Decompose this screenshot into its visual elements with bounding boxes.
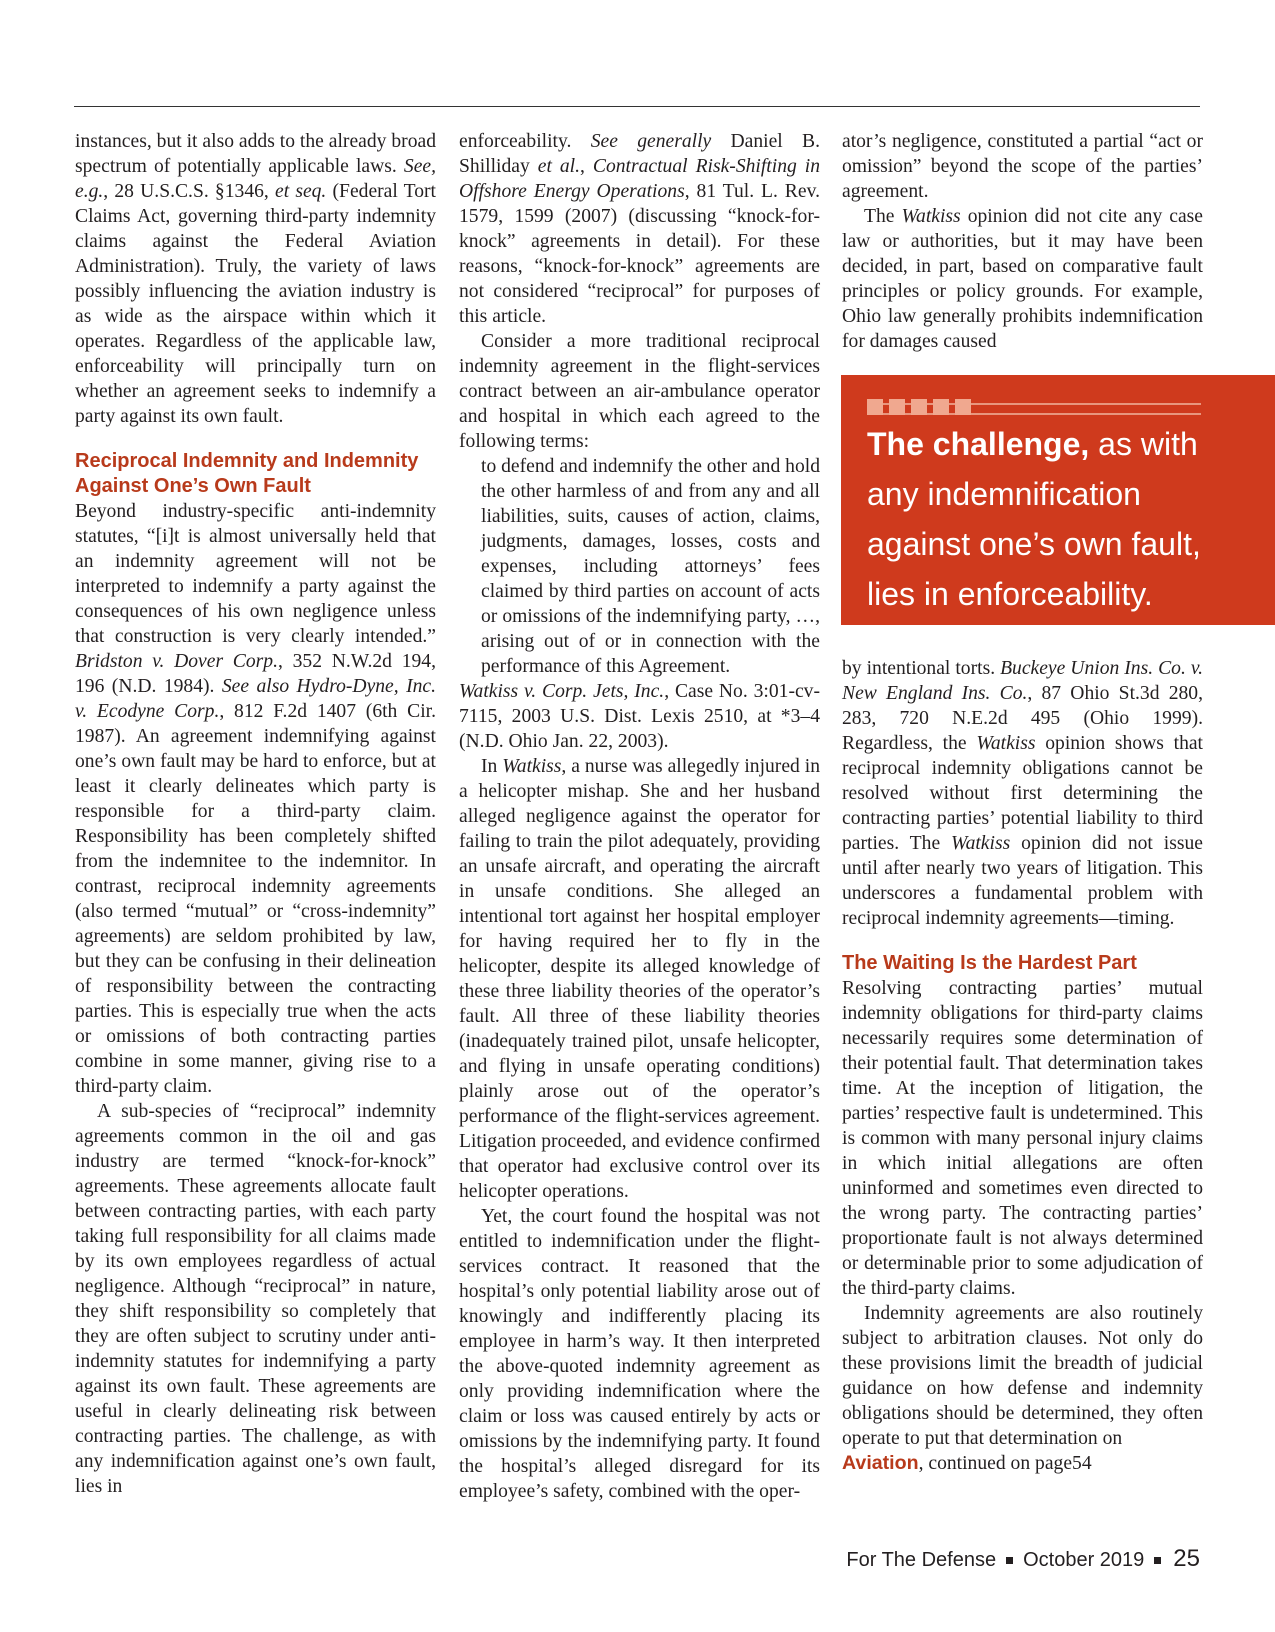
section-heading: The Waiting Is the Hardest Part — [842, 952, 1137, 974]
pull-quote-text: The challenge, as with any indemnification against one’s own fault, lies in enforceability. — [867, 426, 1201, 612]
paragraph: Indemnity agreements are also routinely subject to arbitration clauses. Not only do these provisions limit the breadth of judicial guidance on how defense and indemnity obligations should be determined, they often operate to put that determination on — [842, 1303, 1203, 1449]
column-2 — [459, 129, 820, 1504]
page-number: 25 — [1173, 1545, 1200, 1572]
block-quote: to defend and indemnify the other and hold the other harmless of and from any and all liabilities, suits, causes of action, claims, judgments, damages, losses, costs and expenses, including attorneys’ fees claimed by third parties on account of acts or omissions of the indemnifying party, …, arising out of or in connection with the performance of this Agreement. — [481, 456, 820, 677]
issue-date: October 2019 — [1023, 1549, 1145, 1571]
footer-separator — [1006, 1557, 1013, 1564]
citation: Watkiss v. Corp. Jets, Inc., Case No. 3:01-cv-7115, 2003 U.S. Dist. Lexis 2510, at *3–4 (N.D. Ohio Jan. 22, 2003). — [459, 681, 820, 752]
paragraph: ator’s negligence, constituted a partial “act or omission” beyond the scope of the parties’ agreement. — [842, 131, 1203, 202]
footer-separator — [1154, 1557, 1161, 1564]
paragraph: enforceability. See generally Daniel B. Shilliday et al., Contractual Risk-Shifting in Offshore Energy Operations, 81 Tul. L. Rev. 1579, 1599 (2007) (discussing “knock-for-knock” agreements in detail). For these reasons, “knock-for-knock” agreements are not considered “reciprocal” for purposes of this article. — [459, 131, 821, 327]
paragraph: Resolving contracting parties’ mutual indemnity obligations for third-party claims necessarily requires some determination of their potential fault. That determination takes time. At the inception of litigation, the parties’ respective fault is undetermined. This is common with many personal injury claims in which initial allegations are often uninformed and sometimes even directed to the wrong party. The contracting parties’ proportionate fault is not always determined or determinable prior to some adjudication of the third-party claims. — [842, 978, 1203, 1299]
paragraph: In Watkiss, a nurse was allegedly injured in a helicopter mishap. She and her husband alleged negligence against the operator for failing to train the pilot adequately, providing an unsafe aircraft, and operating the aircraft in unsafe conditions. She alleged an intentional tort against her hospital employer for having required her to fly in the helicopter, despite its alleged knowledge of these three liability theories of the operator’s fault. All three of these liability theories (inadequately trained pilot, unsafe helicopter, and flying in unsafe operating conditions) plainly arose out of the operator’s performance of the flight-services agreement. Litigation proceeded, and evidence confirmed that operator had exclusive control over its helicopter operations. — [459, 756, 820, 1202]
paragraph: A sub-species of “reciprocal” indemnity agreements common in the oil and gas industry are termed “knock-for-knock” agreements. These agreements allocate fault between contracting parties, with each party taking full responsibility for all claims made by its own employees regardless of actual negligence. Although “reciprocal” in nature, they shift responsibility so completely that they are often subject to scrutiny under anti-indemnity statutes for indemnifying a party against its own fault. These agreements are useful in clearly delineating risk between contracting parties. The challenge, as with any indemnification against one’s own fault, lies in — [75, 1101, 436, 1497]
page-footer — [846, 1545, 1200, 1573]
pull-quote-box — [841, 375, 1275, 625]
paragraph: The Watkiss opinion did not cite any case law or authorities, but it may have been decided, in part, based on comparative fault principles or policy grounds. For example, Ohio law generally prohibits indemnification for damages caused — [842, 206, 1204, 352]
paragraph: instances, but it also adds to the already broad spectrum of potentially applicable laws. See, e.g., 28 U.S.C.S. §1346, et seq. (Federal Tort Claims Act, governing third-party indemnity claims against the Federal Aviation Administration). Truly, the variety of laws possibly influencing the aviation industry is as wide as the airspace within which it operates. Regardless of the applicable law, enforceability will principally turn on whether an agreement seeks to indemnify a party against its own fault. — [75, 131, 437, 427]
continuation-line: Aviation, continued on page54 — [842, 1452, 1092, 1474]
column-1 — [75, 129, 436, 1499]
publication-name: For The Defense — [846, 1549, 997, 1571]
paragraph: Consider a more traditional reciprocal indemnity agreement in the flight-services contract between an air-ambulance operator and hospital in which each agreed to the following terms: — [459, 331, 820, 452]
paragraph: by intentional torts. Buckeye Union Ins. Co. v. New England Ins. Co., 87 Ohio St.3d 280, 283, 720 N.E.2d 495 (Ohio 1999). Regardless, the Watkiss opinion shows that reciprocal indemnity obligations cannot be resolved without first determining the contracting parties’ potential liability to third parties. The Watkiss opinion did not issue until after nearly two years of litigation. This underscores a fundamental problem with reciprocal indemnity agreements—timing. — [842, 658, 1204, 929]
column-3-top — [842, 129, 1203, 354]
section-heading: Reciprocal Indemnity and Indemnity Against One’s Own Fault — [75, 450, 419, 497]
pull-quote-ornament — [867, 399, 971, 415]
paragraph: Beyond industry-specific anti-indemnity statutes, “[i]t is almost universally held that an indemnity agreement will not be interpreted to indemnify a party against the consequences of his own negligence unless that construction is very clearly intended.” Bridston v. Dover Corp., 352 N.W.2d 194, 196 (N.D. 1984). See also Hydro-Dyne, Inc. v. Ecodyne Corp., 812 F.2d 1407 (6th Cir. 1987). An agreement indemnifying against one’s own fault may be hard to enforce, but at least it clearly delineates which party is responsible for a third-party claim. Responsibility has been completely shifted from the indemnitee to the indemnitor. In contrast, reciprocal indemnity agreements (also termed “mutual” or “cross-indemnity” agreements) are seldom prohibited by law, but they can be confusing in their delineation of responsibility between the contracting parties. This is especially true when the acts or omissions of both contracting parties combine in some manner, giving rise to a third-party claim. — [75, 501, 436, 1097]
top-rule — [74, 106, 1200, 107]
paragraph: Yet, the court found the hospital was not entitled to indemnification under the flight-services contract. It reasoned that the hospital’s only potential liability arose out of knowingly and indifferently placing its employee in harm’s way. It then interpreted the above-quoted indemnity agreement as only providing indemnification where the claim or loss was caused entirely by acts or omissions by the indemnifying party. It found the hospital’s alleged disregard for its employee’s safety, combined with the oper- — [459, 1206, 820, 1502]
column-3-bottom — [842, 656, 1203, 1476]
